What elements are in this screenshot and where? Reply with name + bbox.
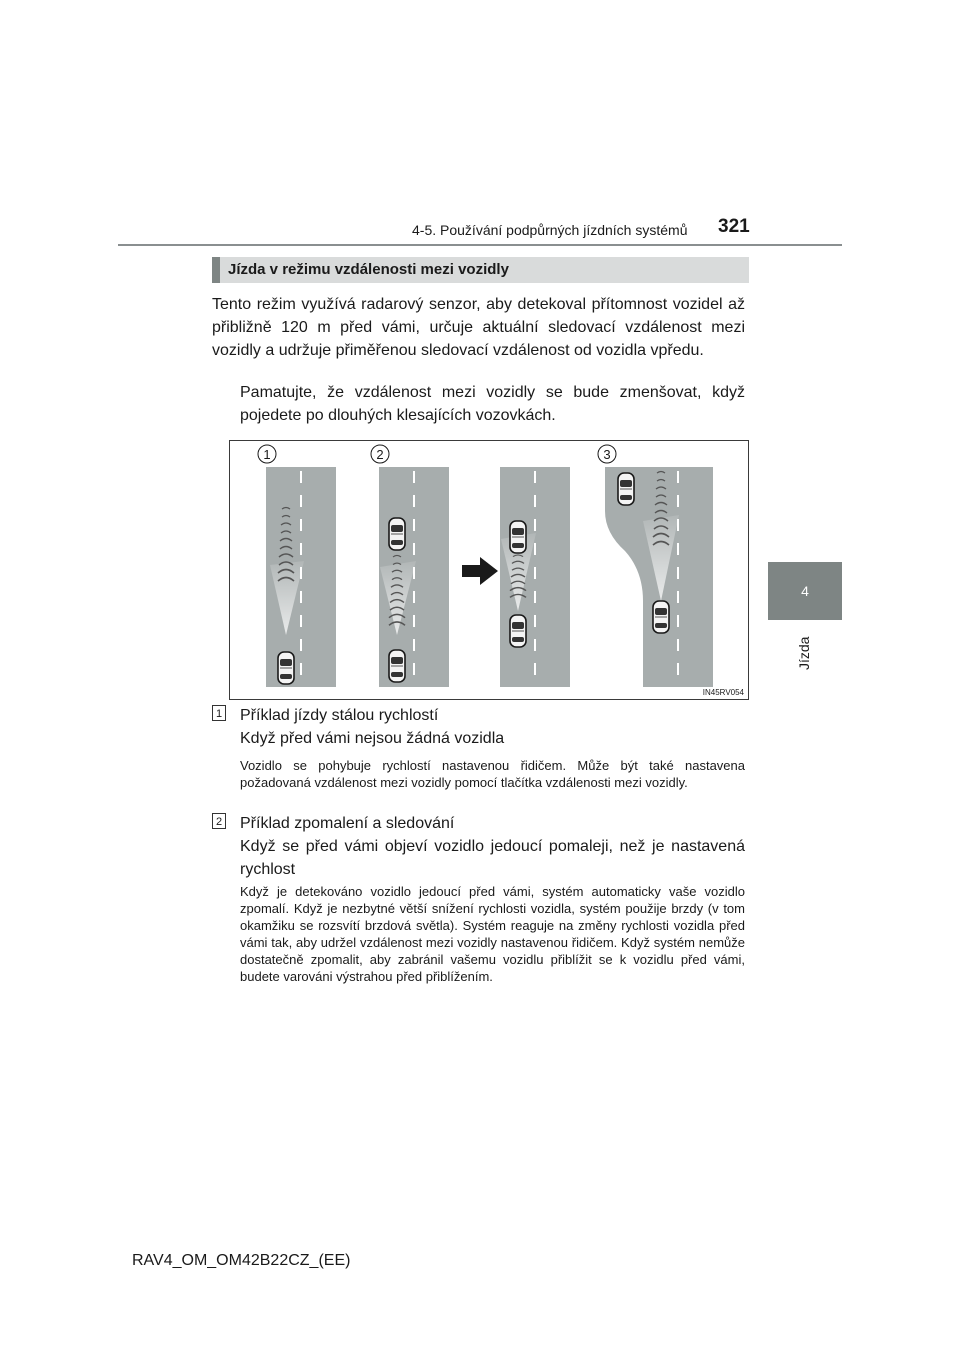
lead-vehicle-2 xyxy=(389,518,405,550)
item-1-number: 1 xyxy=(212,705,226,721)
figure-label-2 xyxy=(371,445,389,463)
item-1-subtitle: Když před vámi nejsou žádná vozidla xyxy=(240,730,505,747)
own-vehicle-4 xyxy=(653,601,669,633)
own-vehicle-2 xyxy=(389,650,405,682)
document-code: RAV4_OM_OM42B22CZ_(EE) xyxy=(132,1252,351,1269)
chapter-tab: 4 xyxy=(768,562,842,620)
item-1-text: Vozidlo se pohybuje rychlostí nastavenou řidičem. Může být také nastavena požadovaná vzdálenost mezi vozidly pomocí tlačítka vzdálenosti mezi vozidly. xyxy=(240,758,745,790)
intro-paragraph: Tento režim využívá radarový senzor, aby detekoval přítomnost vozidel až přibližně 120 m před vámi, určuje aktuální sledovací vzdálenost mezi vozidly a udržuje přiměřenou sledovací vzdálenost od vozidla vpředu. xyxy=(212,296,745,359)
figure-label-3-text: 3 xyxy=(603,447,611,462)
item-2-text: Když je detekováno vozidlo jedoucí před vámi, systém automaticky vaše vozidlo zpomalí. Když je nezbytné větší snížení rychlosti vozidla, systém použije brzdy (v tom okamžiku se rozsvítí brzdová světla). Systém reaguje na změny rychlosti vozidla před vámi tak, aby udržel vzdálenost mezi vozidly nastavenou řidičem. Když systém nemůže dostatečně zpomalit, aby zabránil vašemu vozidlu přiblížit se k vozidlu před vámi, budete varováni výstrahou před přiblížením. xyxy=(240,884,745,984)
chapter-tab-label: Jízda xyxy=(796,636,812,670)
acc-illustration xyxy=(229,440,749,700)
header-rule xyxy=(118,244,842,246)
item-2-title: Příklad zpomalení a sledování xyxy=(240,815,455,832)
figure-code: IN45RV054 xyxy=(702,688,744,697)
figure-label-1-text: 1 xyxy=(263,447,271,462)
item-2-subtitle: Když se před vámi objeví vozidlo jedoucí pomaleji, než je nastavená rychlost xyxy=(240,838,745,878)
running-header-section: 4-5. Používání podpůrných jízdních systémů xyxy=(412,222,688,238)
item-2-number: 2 xyxy=(212,813,226,829)
own-vehicle-3 xyxy=(510,615,526,647)
chapter-tab-label-box xyxy=(780,630,812,670)
arrow-icon xyxy=(462,557,498,585)
item-1-title: Příklad jízdy stálou rychlostí xyxy=(240,707,439,724)
note-paragraph: Pamatujte, že vzdálenost mezi vozidly se bude zmenšovat, když pojedete po dlouhých klesajících vozovkách. xyxy=(240,384,745,424)
own-vehicle-1 xyxy=(278,652,294,684)
merging-vehicle-4 xyxy=(618,473,634,505)
figure-label-2-text: 2 xyxy=(376,447,384,462)
lead-vehicle-3 xyxy=(510,521,526,553)
figure-label-3 xyxy=(598,445,616,463)
road-diagram xyxy=(230,441,750,701)
section-heading: Jízda v režimu vzdálenosti mezi vozidly xyxy=(212,257,749,283)
page-number: 321 xyxy=(718,216,750,237)
figure-label-1 xyxy=(258,445,276,463)
